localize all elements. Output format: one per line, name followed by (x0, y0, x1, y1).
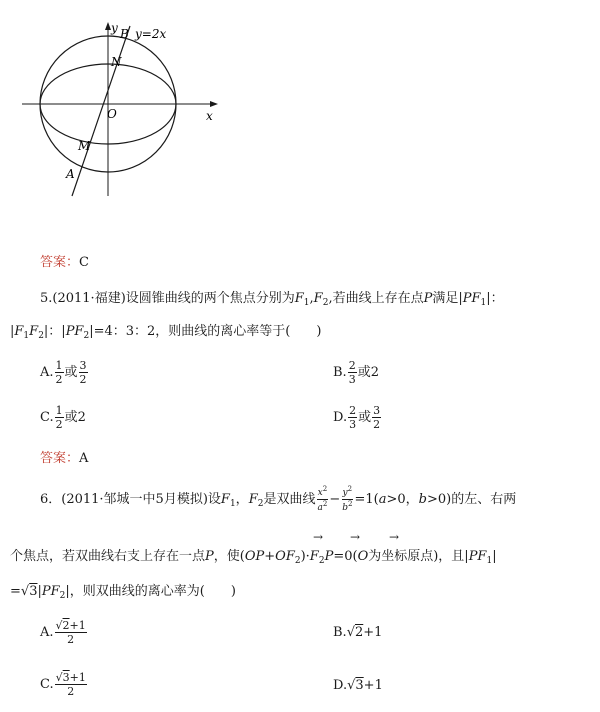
frac-num: 1 (55, 404, 63, 417)
q6-l3-b: | (37, 584, 42, 599)
q6-sqrt3: 3 (29, 584, 38, 599)
q6-option-a (40, 618, 88, 648)
frac-den (316, 500, 328, 513)
option-c-label: C. (40, 410, 54, 425)
option-d-or: 或 (358, 410, 372, 425)
q6-a-var: a (378, 492, 387, 507)
frac-den: 3 (348, 373, 356, 386)
frac-num: 1 (55, 359, 63, 372)
q5-option-d (333, 405, 382, 430)
q5-f1: F (294, 291, 304, 306)
q6-l3-c: |，则双曲线的离心率为( ) (65, 584, 236, 599)
answer-label: 答案： (40, 255, 80, 270)
q6-prefix: 6．(2011·邹城一中5月模拟)设 (40, 492, 221, 507)
q6-minus: − (329, 492, 341, 507)
q5-f1f2-s1: 1 (23, 331, 30, 341)
frac-num (55, 620, 87, 633)
q6-o: O (357, 549, 369, 564)
q6-f2p: F (309, 549, 319, 564)
x-axis-arrow (210, 101, 218, 107)
q6-pf2: PF (41, 584, 60, 599)
answer-value: A (79, 451, 89, 466)
a-label: A (66, 167, 75, 181)
b-label: B (120, 27, 129, 41)
q5-f1f2-b: F (29, 324, 39, 339)
q6-b-exp: 2 (347, 500, 353, 508)
q6-sep: ， (235, 492, 249, 507)
q6-f2p-p: P (324, 549, 334, 564)
q5-line-1 (40, 291, 504, 311)
q5-pf: PF (462, 291, 481, 306)
o-label: O (107, 107, 117, 121)
option-d-label: D. (333, 678, 348, 693)
q5-pf2-sub: 2 (83, 331, 90, 341)
frac-num: 3 (373, 404, 381, 417)
q5-mid: ,若曲线上存在点 (328, 291, 424, 306)
q6-is: 是双曲线 (263, 492, 316, 507)
vec-arrow-f2p: → (389, 530, 400, 544)
q6-of2-sub: 2 (294, 556, 301, 566)
option-b-label: B. (333, 365, 347, 380)
q6-l2-a: 个焦点，若双曲线右支上存在一点 (10, 549, 206, 564)
q5-pf-sub: 1 (480, 298, 487, 308)
option-c-frac (55, 672, 87, 697)
q6-y-exp: 2 (347, 485, 353, 493)
vec-arrow-op: → (313, 530, 324, 544)
option-c-frac (55, 405, 64, 430)
frac-num (342, 486, 354, 500)
q6-dot: )· (300, 549, 310, 564)
q5-f1f2-a: F (14, 324, 24, 339)
q6-of2: OF (275, 549, 295, 564)
option-c-label: C. (40, 677, 54, 692)
frac-num: 2 (349, 404, 357, 417)
num-rest: +1 (69, 671, 86, 684)
option-b-label: B. (333, 625, 347, 640)
q6-f2: F (248, 492, 258, 507)
sqrt-sign: √ (347, 678, 356, 693)
q6-a: a (317, 503, 323, 513)
q6-gt0a: >0， (386, 492, 419, 507)
q5-option-b (333, 360, 379, 385)
rad: 3 (355, 678, 364, 693)
q5-f2-sub: 2 (322, 298, 329, 308)
rest: +1 (363, 625, 383, 640)
frac-num: 2 (348, 359, 356, 372)
option-b-frac (348, 360, 357, 385)
sqrt-sign: √ (20, 584, 30, 599)
q6-gt0b: >0)的左、右两 (426, 492, 517, 507)
q6-a-exp: 2 (322, 500, 328, 508)
option-a-or: 或 (64, 365, 78, 380)
q5-prefix: 5.(2011·福建)设圆锥曲线的两个焦点分别为 (40, 291, 295, 306)
q5-l2-mid: |：| (43, 324, 66, 339)
option-a-frac-1 (55, 360, 64, 385)
q6-f1: F (220, 492, 230, 507)
q5-pf2: PF (65, 324, 84, 339)
ellipse-circle-figure (0, 0, 240, 200)
frac-den: 2 (67, 633, 75, 646)
q5-ratio: |=4：3：2，则曲线的离心率等于( ) (89, 324, 322, 339)
q6-eq1: =1( (354, 492, 379, 507)
q6-op: OP (244, 549, 265, 564)
rest: +1 (363, 678, 383, 693)
q6-f2p-sub: 2 (318, 556, 325, 566)
q6-option-b (333, 625, 382, 641)
frac-num (55, 672, 87, 685)
q6-option-c (40, 670, 88, 700)
q5-satisfy: 满足| (432, 291, 463, 306)
q6-frac-y2-b2 (341, 486, 353, 513)
sqrt-sign: √ (55, 671, 63, 684)
m-label: M (78, 139, 91, 153)
option-a-label: A. (40, 625, 54, 640)
q6-x-exp: 2 (322, 485, 328, 493)
frac-den: 2 (55, 418, 63, 431)
q5-p: P (423, 291, 433, 306)
option-d-frac-1 (348, 405, 357, 430)
q6-pf1-sub: 1 (486, 556, 493, 566)
q6-l2-b: ，使( (213, 549, 245, 564)
q5-f2: F (313, 291, 323, 306)
num-rest: +1 (69, 619, 86, 632)
line-eq-label: y=2x (135, 27, 167, 41)
rad: 2 (354, 625, 364, 640)
q6-b-var: b (418, 492, 427, 507)
option-c-val: 2 (77, 410, 86, 425)
q6-l2-d: 为坐标原点)，且| (368, 549, 469, 564)
option-a-label: A. (40, 365, 54, 380)
rad: 3 (62, 671, 70, 684)
q6-l2-c: =0( (333, 549, 358, 564)
q6-b: b (342, 503, 348, 513)
q5-comma: , (309, 291, 314, 306)
option-a-frac (55, 620, 87, 645)
q6-pf2-sub: 2 (59, 591, 66, 601)
q5-option-c (40, 405, 86, 430)
q5-option-a (40, 360, 89, 385)
q5-bar-colon: |： (486, 291, 504, 306)
option-b-or: 或 (357, 365, 371, 380)
frac-den: 2 (79, 373, 87, 386)
q4-answer (40, 255, 89, 271)
q6-line-3 (10, 584, 236, 604)
answer-value: C (79, 255, 89, 270)
q6-line-1 (40, 486, 516, 517)
q6-option-d (333, 678, 383, 694)
q5-answer (40, 451, 88, 467)
vec-arrow-of2: → (350, 530, 361, 544)
q6-line-2 (10, 549, 497, 569)
q6-p: P (205, 549, 214, 564)
answer-label: 答案： (40, 451, 80, 466)
frac-den: 3 (349, 418, 357, 431)
q6-l3-a: = (10, 584, 21, 599)
q6-y: y (342, 488, 348, 498)
q6-plus: + (264, 549, 276, 564)
n-label: N (111, 55, 122, 69)
option-b-val: 2 (370, 365, 379, 380)
sqrt-sign: √ (55, 619, 63, 632)
frac-num: 3 (79, 359, 87, 372)
q5-f1-sub: 1 (303, 298, 310, 308)
option-d-label: D. (333, 410, 348, 425)
q6-f2-sub: 2 (257, 499, 264, 509)
q6-frac-x2-a2 (316, 486, 328, 513)
rad: 2 (62, 619, 70, 632)
q6-l2-e: | (492, 549, 497, 564)
q6-pf1: PF (468, 549, 487, 564)
option-d-frac-2 (372, 405, 381, 430)
frac-den (341, 500, 353, 513)
frac-den: 2 (67, 685, 75, 698)
q6-x: x (317, 488, 323, 498)
q5-f1f2-s2: 2 (38, 331, 44, 341)
y-label: y (111, 21, 118, 35)
option-c-or: 或 (64, 410, 78, 425)
q5-line-2 (10, 324, 321, 344)
x-label: x (206, 109, 213, 123)
sqrt-sign: √ (346, 625, 355, 640)
option-a-frac-2 (79, 360, 88, 385)
frac-den: 2 (55, 373, 63, 386)
frac-den: 2 (373, 418, 381, 431)
q6-f1-sub: 1 (229, 499, 236, 509)
q5-l2-start: | (10, 324, 15, 339)
frac-num (317, 486, 329, 500)
